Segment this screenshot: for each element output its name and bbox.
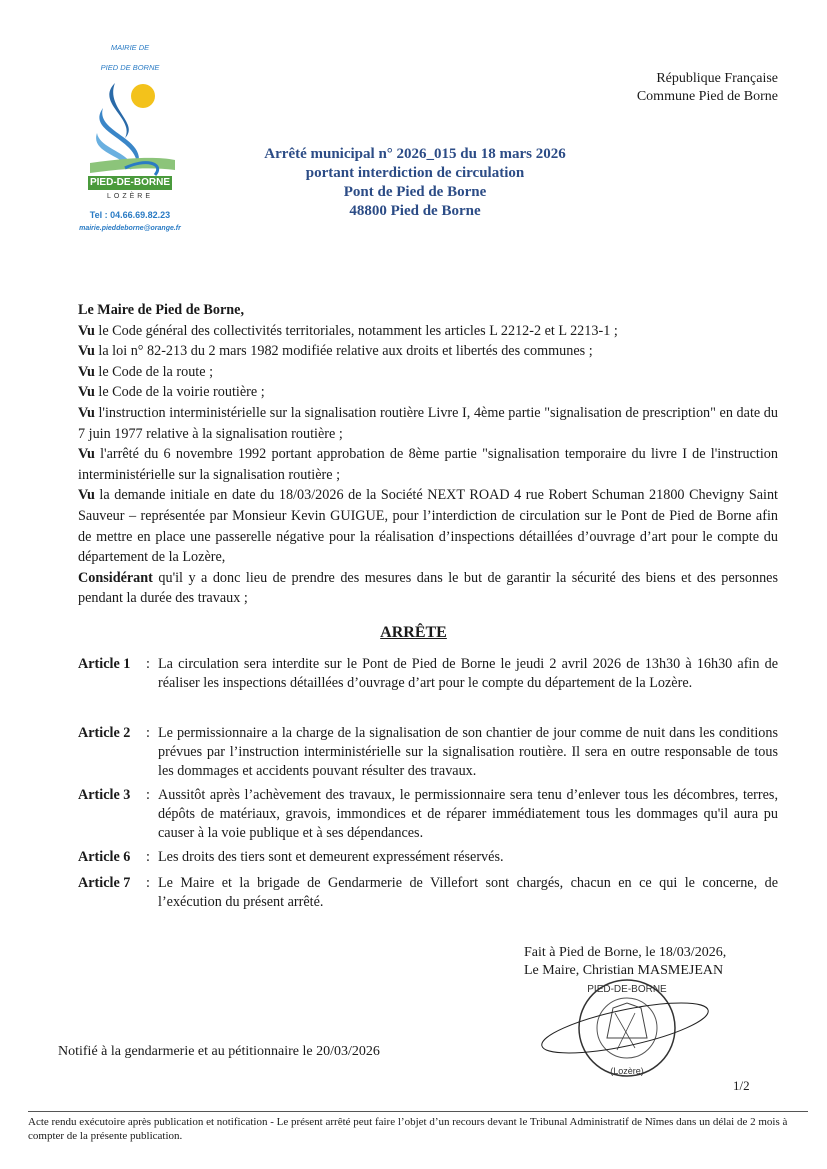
article-3: Article 3 : Aussitôt après l’achèvement des travaux, le permissionnaire sera tenu d’enlever tous les décombres, terres, dépôts de matériaux, gravois, immondices et de réparer immédiatement tous les dommages qu'il aura pu causer à la voie publique et à ses dépendances. (78, 787, 778, 841)
logo-pied-de-borne: PIED DE BORNE (100, 63, 160, 72)
article-label: Article 7 (78, 875, 131, 891)
article-2: Article 2 : Le permissionnaire a la charge de la signalisation de son chantier de jour comme de nuit dans les conditions prévues par l’instruction interministérielle sur la signalisation routière. Il sera en outre responsable de tous les dommages et accidents pouvant résulter des travaux. (78, 725, 778, 779)
vu-text: le Code de la route ; (98, 363, 214, 380)
considerant-label: Considérant (78, 569, 153, 586)
logo-banner: PIED-DE-BORNE (89, 177, 170, 188)
svg-text:PIED-DE-BORNE: PIED-DE-BORNE (587, 984, 667, 995)
logo-region: LOZÈRE (106, 193, 153, 200)
signature-place-date: Fait à Pied de Borne, le 18/03/2026, (524, 945, 727, 960)
article-label: Article 1 (78, 656, 131, 672)
vu-text: l'arrêté du 6 novembre 1992 portant approbation de 8ème partie "signalisation temporaire du livre I de l'instruction interministérielle sur la signalisation routière ; (78, 446, 778, 483)
article-1: Article 1 : La circulation sera interdite sur le Pont de Pied de Borne le jeudi 2 avril 2026 de 13h30 à 16h30 afin de réaliser les inspections détaillées d’ouvrage d’art pour le compte du département de la Lozère. (78, 656, 778, 691)
vu-item (78, 341, 778, 362)
vu-item (78, 321, 778, 342)
title-line-1: Arrêté municipal n° 2026_015 du 18 mars 2026 (264, 146, 566, 162)
footer-text: Acte rendu exécutoire après publication et notification - Le présent arrêté peut faire l’objet d’un recours devant le Tribunal Administratif de Nîmes dans un délai de 2 mois à compter de la présente publication. (28, 1116, 788, 1142)
article-label: Article 6 (78, 849, 131, 865)
vu-label: Vu (78, 404, 95, 421)
vu-item (78, 485, 778, 567)
article-label: Article 3 (78, 787, 131, 803)
vu-text: l'instruction interministérielle sur la signalisation routière Livre I, 4ème partie "signalisation de prescription" en date du 7 juin 1977 relative à la signalisation routière ; (78, 404, 778, 442)
vu-label: Vu (78, 487, 95, 504)
article-text: Le Maire et la brigade de Gendarmerie de Villefort sont chargés, chacun en ce qui le concerne, de l’exécution du présent arrêté. (158, 875, 778, 910)
considerant-text: qu'il y a donc lieu de prendre des mesures dans le but de garantir la sécurité des biens et des personnes pendant la durée des travaux ; (78, 569, 778, 607)
page-number: 1/2 (733, 1078, 750, 1093)
preamble-intro: Le Maire de Pied de Borne, (78, 302, 245, 318)
republique-francaise: République Française (656, 71, 778, 86)
article-label: Article 2 (78, 725, 131, 741)
vu-label: Vu (78, 446, 95, 463)
svg-text:(Lozère): (Lozère) (610, 1066, 644, 1076)
vu-item (78, 382, 778, 403)
signature-signer: Le Maire, Christian MASMEJEAN (524, 963, 724, 978)
header-right (637, 70, 778, 106)
vu-label: Vu (78, 343, 95, 360)
vu-text: le Code de la voirie routière ; (98, 384, 265, 401)
notification-line: Notifié à la gendarmerie et au pétitionnaire le 20/03/2026 (58, 1044, 380, 1059)
preamble (78, 300, 778, 609)
article-text: Aussitôt après l’achèvement des travaux, le permissionnaire sera tenu d’enlever tous les décombres, terres, dépôts de matériaux, gravois, immondices et de réparer immédiatement tous les dommages qu'il aura pu causer à la voie publique et à ses dépendances. (158, 787, 778, 841)
signature-block (524, 944, 726, 980)
mairie-stamp-icon (535, 978, 715, 1083)
article-7: Article 7 : Le Maire et la brigade de Gendarmerie de Villefort sont chargés, chacun en ce qui le concerne, de l’exécution du présent arrêté. (78, 875, 778, 910)
vu-item (78, 444, 778, 485)
footer-divider (28, 1111, 808, 1112)
title-line-4: 48800 Pied de Borne (349, 203, 481, 219)
article-text: Les droits des tiers sont et demeurent expressément réservés. (158, 849, 504, 865)
article-6: Article 6 : Les droits des tiers sont et demeurent expressément réservés. (78, 848, 778, 867)
logo-email: mairie.pieddeborne@orange.fr (79, 225, 181, 232)
considerant-item (78, 568, 778, 609)
document-title (200, 145, 630, 221)
article-text: La circulation sera interdite sur le Pont de Pied de Borne le jeudi 2 avril 2026 de 13h30 à 16h30 afin de réaliser les inspections détaillées d’ouvrage d’art pour le compte du département de la Lozère. (158, 656, 778, 691)
vu-label: Vu (78, 322, 95, 339)
vu-text: la loi n° 82-213 du 2 mars 1982 modifiée relative aux droits et libertés des communes ; (98, 343, 593, 360)
vu-text: le Code général des collectivités territoriales, notamment les articles L 2212-2 et L 2213-1 ; (98, 322, 618, 339)
logo-emblem-icon (85, 78, 180, 178)
title-line-3: Pont de Pied de Borne (343, 184, 487, 200)
logo-mairie-de: MAIRIE DE (110, 43, 150, 52)
article-text: Le permissionnaire a la charge de la signalisation de son chantier de jour comme de nuit dans les conditions prévues par l’instruction interministérielle sur la signalisation routière. Il sera en outre responsable de tous les dommages et accidents pouvant résulter des travaux. (158, 725, 778, 779)
vu-label: Vu (78, 384, 95, 401)
vu-item (78, 403, 778, 444)
title-line-2: portant interdiction de circulation (305, 165, 525, 181)
logo-phone: Tel : 04.66.69.82.23 (89, 210, 171, 220)
commune-name: Commune Pied de Borne (636, 89, 778, 104)
arrete-heading: ARRÊTE (380, 624, 447, 641)
vu-label: Vu (78, 363, 95, 380)
vu-item (78, 362, 778, 383)
vu-text: la demande initiale en date du 18/03/2026 de la Société NEXT ROAD 4 rue Robert Schuman 21800 Chevigny Saint Sauveur – représentée par Monsieur Kevin GUIGUE, pour l’interdiction de circulation sur le Pont de Pied de Borne afin de mettre en place une passerelle négative pour la réalisation d’inspections détaillées d’ouvrage d’art pour le compte du département de la Lozère, (78, 487, 778, 566)
